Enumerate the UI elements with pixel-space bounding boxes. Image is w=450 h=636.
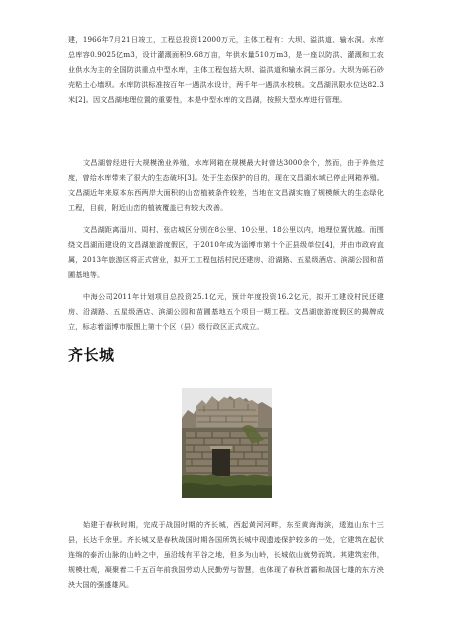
paragraph-great-wall	[68, 517, 384, 592]
paragraph-location	[68, 222, 384, 282]
great-wall-photo-image	[182, 388, 272, 498]
paragraph-investment	[68, 289, 384, 334]
paragraph-fish-farming	[68, 155, 384, 215]
section-heading: 齐长城	[68, 346, 115, 364]
paragraph-text: 始建于春秋时期，完成于战国时期的齐长城，西起黄河河畔，东至黄海海滨，逶迤山东十三县，长达千余里。齐长城又是春秋战国时期各国所筑长城中现遗迹保护较多的一处，它建筑在起伏连绵的泰沂山脉的山岭之中，虽沿线有平谷之地，但多为山岭，长城依山就势而筑。其建筑宏伟，规模壮观，凝聚着二千五百年前我国劳动人民勤劳与智慧，也体现了春秋首霸和战国七雄的东方泱泱大国的强盛雄风。	[68, 520, 384, 589]
paragraph-reservoir-construction	[68, 32, 384, 107]
great-wall-photo	[182, 388, 272, 498]
paragraph-text: 中海公司2011年计划项目总投资25.1亿元，预计年度投资16.2亿元，拟开工建设村民还建房、沿湖路、五星级酒店、滨湖公园和苗圃基地五个项目一期工程。文昌湖旅游度假区的揭牌成立，标志着淄博市版图上第十个区（县）级行政区正式成立。	[68, 292, 384, 331]
paragraph-text: 文昌湖距离淄川、周村、张店城区分别在8公里、10公里、18公里以内，地理位置优越。而围绕文昌湖而建设的文昌湖旅游度假区，于2010年成为淄博市第十个正县级单位[4]，并由市政府直属，2013年旅游区将正式营业，拟开工工程包括村民还建房、沿湖路、五星级酒店、滨湖公园和苗圃基地等。	[68, 225, 384, 279]
paragraph-text: 建，1966年7月21日竣工，工程总投资12000万元，主体工程有：大坝、溢洪道、输水洞。水库总库容0.9025亿m3，设计灌溉面积9.68万亩，年供水量510万m3，是一座以防洪、灌溉和工农业供水为主的全国防洪重点中型水库，主体工程包括大坝、溢洪道和输水洞三部分。大坝为砾石砂壳粘土心墙坝。水库防洪标准按百年一遇洪水设计，两千年一遇洪水校核。文昌湖汛限水位达82.3米[2]。因文昌湖地理位置的重要性，本是中型水库的文昌湖，按照大型水库进行管理。	[68, 35, 384, 104]
paragraph-text: 文昌湖曾经进行大规模渔业养殖，水库网箱在规模最大时曾达3000余个，然而，由于养鱼过度，曾给水库带来了很大的生态破坏[3]。处于生态保护的目的，现在文昌湖水域已停止网箱养殖。文昌湖近年来原本东西两岸大面积的山峦植被条件较差，当地在文昌湖实施了规模颇大的生态绿化工程，目前，附近山峦的植被覆盖已有较大改善。	[68, 158, 384, 212]
